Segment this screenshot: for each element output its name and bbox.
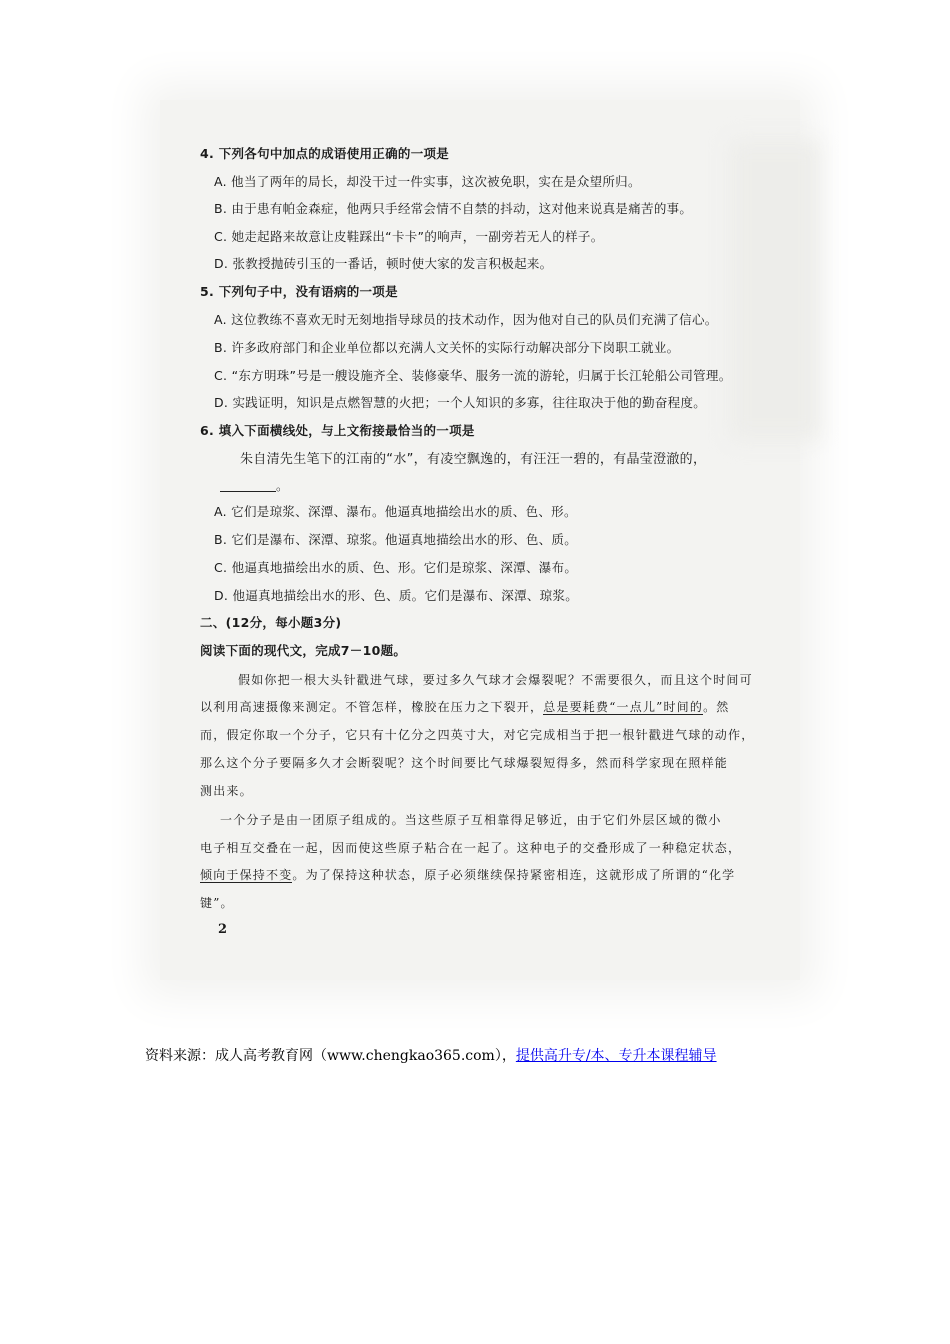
question-5-option-b: B. 许多政府部门和企业单位都以充满人文关怀的实际行动解决部分下岗职工就业。: [214, 340, 680, 355]
reading-p2-line3-end: 。为了保持这种状态，原子必须继续保持紧密相连，这就形成了所谓的“化学: [292, 868, 736, 882]
reading-p1-line2-start: 以利用高速摄像来测定。不管怎样，橡胶在压力之下裂开，: [200, 700, 544, 714]
reading-p1-line4: 那么这个分子要隔多久才会断裂呢？这个时间要比气球爆裂短得多，然而科学家现在照样能: [200, 756, 729, 770]
question-6-option-c: C. 他逼真地描绘出水的质、色、形。它们是琼浆、深潭、瀑布。: [214, 560, 578, 575]
underlined-phrase-1: 总是要耗费“一点儿”时间的: [543, 700, 704, 714]
question-4-option-d: D. 张教授抛砖引玉的一番话，顿时使大家的发言积极起来。: [214, 256, 553, 271]
blank-end-mark: 。: [276, 478, 289, 493]
answer-blank: [220, 491, 276, 492]
underlined-phrase-2: 倾向于保持不变: [200, 868, 293, 882]
question-4-option-a: A. 他当了两年的局长，却没干过一件实事，这次被免职，实在是众望所归。: [214, 174, 641, 189]
source-footer: [145, 1045, 717, 1065]
question-4-option-c: C. 她走起路来故意让皮鞋踩出“卡卡”的响声，一副旁若无人的样子。: [214, 229, 604, 244]
question-6-option-b: B. 它们是瀑布、深潭、琼浆。他逼真地描绘出水的形、色、质。: [214, 532, 578, 547]
question-5-option-d: D. 实践证明，知识是点燃智慧的火把；一个人知识的多寡，往往取决于他的勤奋程度。: [214, 395, 707, 410]
reading-p2-line1: 一个分子是由一团原子组成的。当这些原子互相靠得足够近，由于它们外层区域的微小: [220, 813, 722, 827]
reading-p2-line2: 电子相互交叠在一起，因而使这些原子粘合在一起了。这种电子的交叠形成了一种稳定状态，: [200, 841, 742, 855]
reading-p1-line2-end: 。然: [703, 700, 730, 714]
question-6-option-a: A. 它们是琼浆、深潭、瀑布。他逼真地描绘出水的质、色、形。: [214, 504, 577, 519]
question-6-stem: 6. 填入下面横线处，与上文衔接最恰当的一项是: [200, 423, 475, 438]
section-2-heading: 二、(12分，每小题3分): [200, 615, 342, 630]
footer-course-link[interactable]: 提供高升专/本、专升本课程辅导: [515, 1048, 717, 1064]
reading-p2-line4: 键”。: [200, 896, 234, 910]
reading-p1-line5: 测出来。: [200, 784, 253, 798]
question-5-option-a: A. 这位教练不喜欢无时无刻地指导球员的技术动作，因为他对自己的队员们充满了信心。: [214, 312, 718, 327]
question-5-option-c: C. “东方明珠”号是一艘设施齐全、装修豪华、服务一流的游轮，归属于长江轮船公司管理。: [214, 368, 732, 383]
reading-p2-line3: [200, 869, 735, 881]
question-6-passage: 朱自清先生笔下的江南的“水”，有凌空飘逸的，有汪汪一碧的，有晶莹澄澈的，: [240, 452, 707, 467]
reading-p1-line2: [200, 701, 729, 713]
reading-p1-line1: 假如你把一根大头针戳进气球，要过多久气球才会爆裂呢？不需要很久，而且这个时间可: [238, 673, 753, 687]
question-6-blank-line: [210, 480, 289, 493]
scan-shading: [730, 140, 820, 440]
section-2-instruction: 阅读下面的现代文，完成7－10题。: [200, 643, 407, 658]
footer-source-text: 资料来源：成人高考教育网（www.chengkao365.com），: [145, 1048, 516, 1064]
page-number: 2: [218, 922, 228, 937]
reading-p1-line3: 而，假定你取一个分子，它只有十亿分之四英寸大，对它完成相当于把一根针戳进气球的动作，: [200, 728, 755, 742]
question-5-stem: 5. 下列句子中，没有语病的一项是: [200, 284, 398, 299]
question-6-option-d: D. 他逼真地描绘出水的形、色、质。它们是瀑布、深潭、琼浆。: [214, 588, 579, 603]
question-4-option-b: B. 由于患有帕金森症，他两只手经常会情不自禁的抖动，这对他来说真是痛苦的事。: [214, 201, 693, 216]
question-4-stem: 4. 下列各句中加点的成语使用正确的一项是: [200, 146, 450, 161]
